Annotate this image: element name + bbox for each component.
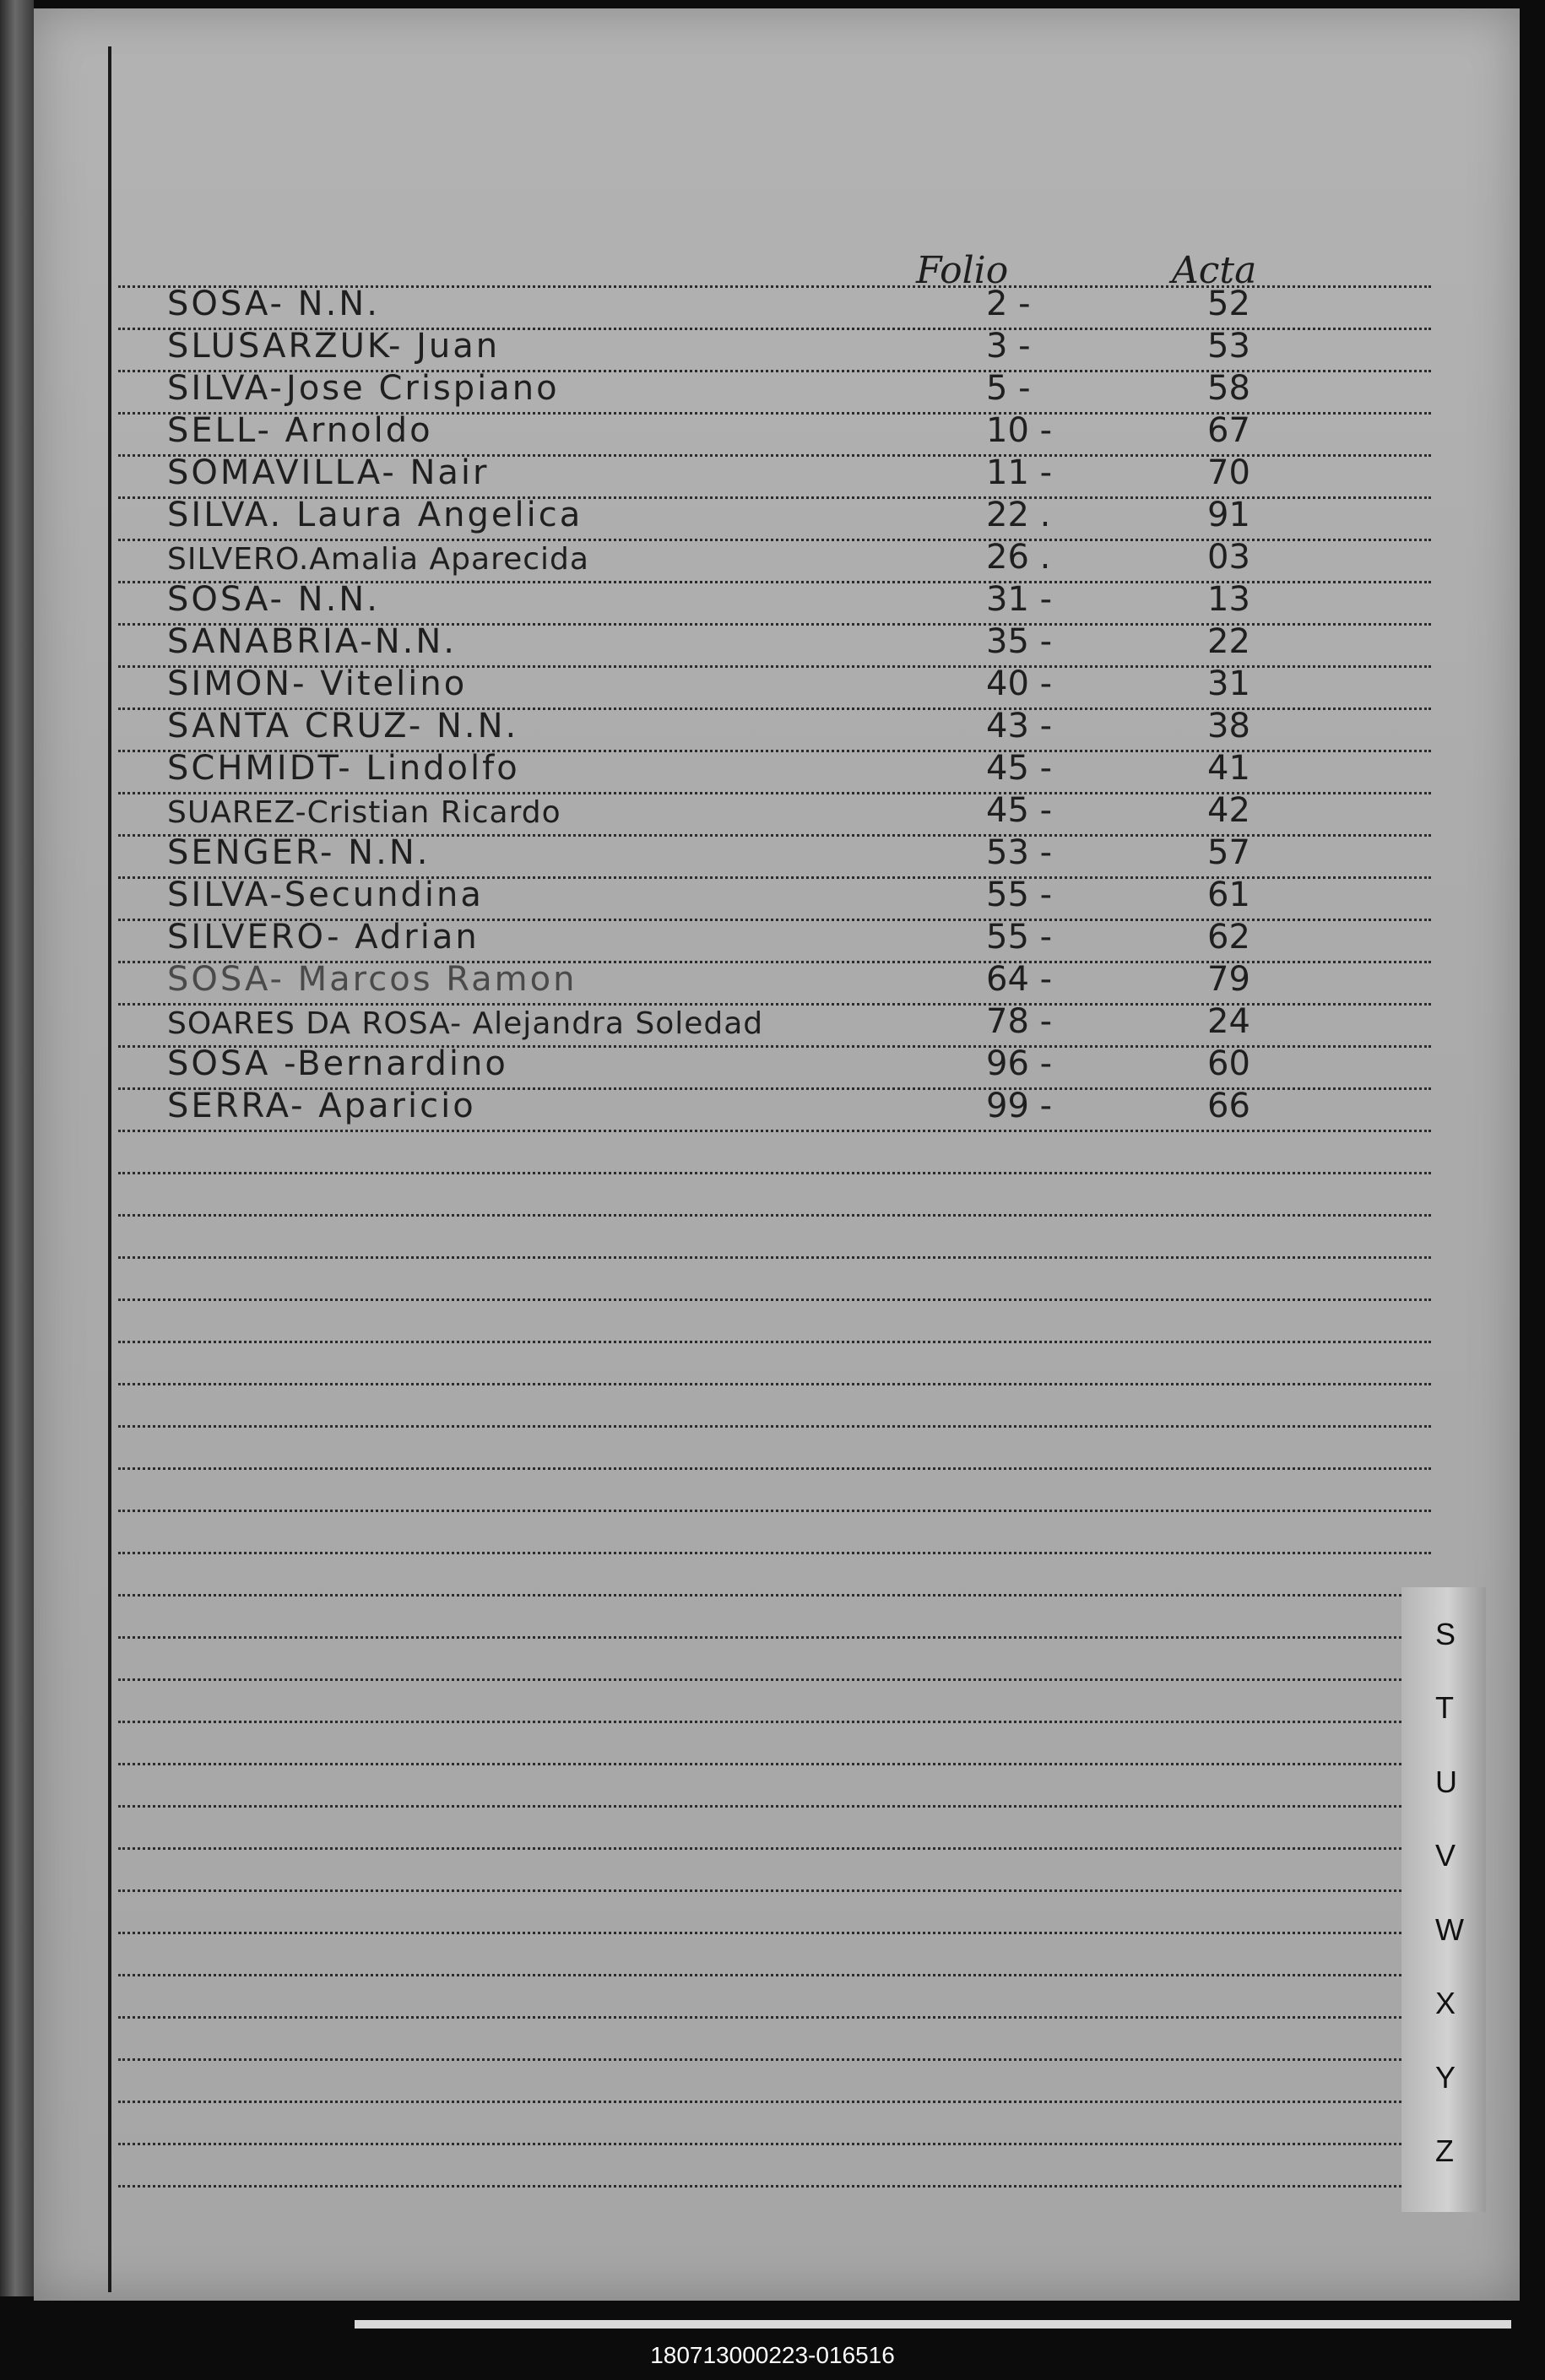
ruled-line [118,1383,1431,1385]
entry-folio: 78 - [986,1002,1053,1041]
list-item [118,452,1431,494]
entry-acta: 91 [1207,496,1250,534]
ruled-line [118,1425,1431,1428]
entry-name: SANABRIA-N.N. [167,622,458,661]
ruled-line [118,1889,1431,1892]
entry-name: SOSA- N.N. [167,580,380,619]
entry-folio: 11 - [986,453,1053,492]
entry-folio: 96 - [986,1044,1053,1083]
entry-name: SLUSARZUK- Juan [167,327,501,366]
entry-folio: 22 . [986,496,1051,534]
entry-acta: 62 [1207,918,1250,957]
entry-name: SILVA-Jose Crispiano [167,369,560,408]
entry-folio: 26 . [986,538,1051,577]
entry-name: SIMON- Vitelino [167,664,468,703]
ruled-line [118,1172,1431,1174]
ruled-line [118,1256,1431,1259]
entry-folio: 35 - [986,622,1053,661]
entry-name: SELL- Arnoldo [167,411,433,450]
left-page-edge [0,0,34,2296]
ruled-line [118,1721,1431,1723]
index-tab-x[interactable]: X [1435,1986,1456,2020]
list-item [118,705,1431,747]
entry-acta: 41 [1207,749,1250,788]
entry-acta: 66 [1207,1087,1250,1125]
entry-acta: 58 [1207,369,1250,408]
list-item [118,958,1431,1000]
ruled-line [118,2143,1431,2145]
entry-name: SENGER- N.N. [167,833,431,872]
entry-name: SOMAVILLA- Nair [167,453,490,492]
entry-acta: 61 [1207,876,1250,914]
folio-column-header: Folio [916,249,1009,292]
index-tab-s[interactable]: S [1435,1617,1456,1651]
ruled-line [118,1467,1431,1470]
entry-folio: 10 - [986,411,1053,450]
entry-name: SUAREZ-Cristian Ricardo [167,795,561,830]
entry-folio: 45 - [986,791,1053,830]
entry-name: SILVERO.Amalia Aparecida [167,542,589,577]
list-item [118,283,1431,325]
ruled-line [118,1974,1431,1976]
ruled-line [118,1510,1431,1512]
entry-acta: 38 [1207,707,1250,745]
ruled-line [118,2058,1431,2061]
list-item [118,916,1431,958]
ruled-line [118,1130,1431,1132]
list-item [118,494,1431,536]
entry-name: SCHMIDT- Lindolfo [167,749,520,788]
entry-acta: 60 [1207,1044,1250,1083]
ruled-line [118,1847,1431,1850]
entry-acta: 52 [1207,285,1250,323]
ruled-line [118,1594,1431,1597]
index-tab-z[interactable]: Z [1435,2133,1454,2168]
ruled-line [118,2185,1431,2188]
index-tab-w[interactable]: W [1435,1912,1464,1947]
margin-line [108,46,111,2292]
entry-acta: 57 [1207,833,1250,872]
entry-acta: 13 [1207,580,1250,619]
list-item [118,325,1431,367]
entry-folio: 45 - [986,749,1053,788]
list-item [118,367,1431,409]
ruled-line [118,1636,1431,1639]
index-tab-u[interactable]: U [1435,1765,1457,1799]
list-item [118,621,1431,663]
entry-folio: 55 - [986,918,1053,957]
image-code: 180713000223-016516 [650,2342,895,2368]
ruled-line [118,1298,1431,1301]
entry-acta: 70 [1207,453,1250,492]
entry-acta: 42 [1207,791,1250,830]
ruled-line [118,1552,1431,1554]
entry-acta: 79 [1207,960,1250,999]
list-item [118,578,1431,621]
entry-folio: 3 - [986,327,1031,366]
entry-acta: 22 [1207,622,1250,661]
index-tab-y[interactable]: Y [1435,2060,1456,2095]
list-item [118,747,1431,789]
entry-acta: 31 [1207,664,1250,703]
acta-column-header: Acta [1172,249,1257,292]
book-bottom-edge [355,2320,1511,2328]
index-tab-t[interactable]: T [1435,1690,1454,1725]
entry-acta: 03 [1207,538,1250,577]
list-item [118,789,1431,832]
entry-acta: 53 [1207,327,1250,366]
index-tab-v[interactable]: V [1435,1838,1456,1873]
entry-folio: 2 - [986,285,1031,323]
ruled-line [118,1763,1431,1765]
entry-folio: 55 - [986,876,1053,914]
entry-acta: 24 [1207,1002,1250,1041]
entry-folio: 53 - [986,833,1053,872]
register-page [34,8,1520,2301]
list-item [118,1043,1431,1085]
entry-name: SILVA-Secundina [167,876,484,914]
ruled-line [118,2101,1431,2103]
ruled-line [118,1678,1431,1681]
entry-name: SILVERO- Adrian [167,918,480,957]
entry-folio: 40 - [986,664,1053,703]
entry-name: SANTA CRUZ- N.N. [167,707,519,745]
list-item [118,409,1431,452]
entry-folio: 43 - [986,707,1053,745]
alphabet-index-tabs [1401,1587,1486,2212]
list-item [118,832,1431,874]
ruled-line [118,1341,1431,1343]
entry-name: SOARES DA ROSA- Alejandra Soledad [167,1006,764,1041]
list-item [118,536,1431,578]
ruled-line [118,2016,1431,2019]
list-item [118,874,1431,916]
entry-name: SOSA- Marcos Ramon [167,960,577,999]
entry-folio: 99 - [986,1087,1053,1125]
entry-folio: 31 - [986,580,1053,619]
entry-name: SOSA -Bernardino [167,1044,508,1083]
list-item [118,1085,1431,1127]
entry-name: SERRA- Aparicio [167,1087,476,1125]
entry-name: SILVA. Laura Angelica [167,496,583,534]
ruled-line [118,1214,1431,1217]
entry-name: SOSA- N.N. [167,285,380,323]
entry-acta: 67 [1207,411,1250,450]
ruled-line [118,1932,1431,1934]
entry-folio: 5 - [986,369,1031,408]
list-item [118,1000,1431,1043]
entry-folio: 64 - [986,960,1053,999]
list-item [118,663,1431,705]
ruled-line [118,1805,1431,1808]
